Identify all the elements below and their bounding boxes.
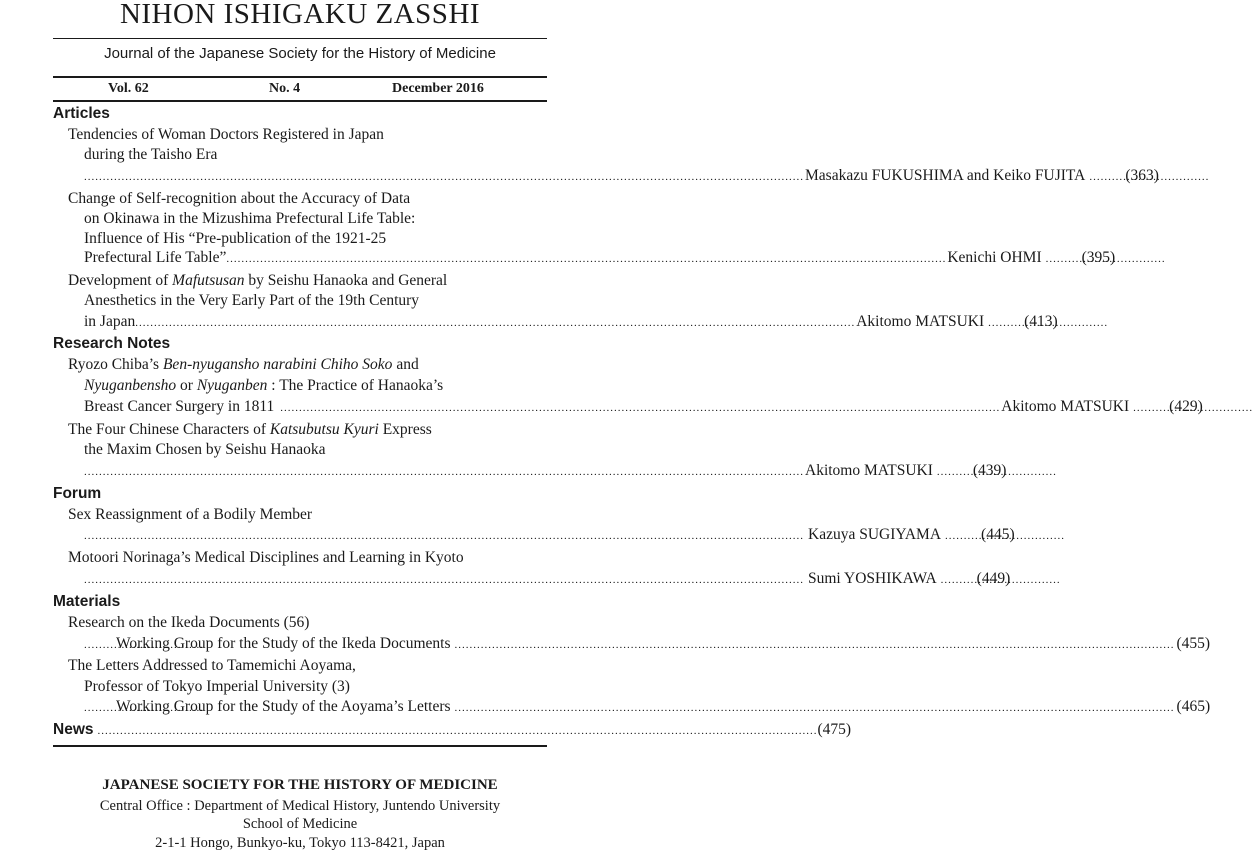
toc-entry-leader <box>84 697 1211 717</box>
entry-author: Akitomo MATSUKI <box>1001 398 1130 415</box>
entry-page-number: (445) <box>981 526 1015 543</box>
entry-title-tail: Breast Cancer Surgery in 1811 <box>84 398 275 415</box>
title-rule <box>53 38 547 39</box>
section-heading-news: News <box>53 721 94 738</box>
entry-page-number: (429) <box>1169 398 1203 415</box>
entry-page-number: (395) <box>1081 249 1116 266</box>
entry-author: Kenichi OHMI <box>947 249 1042 266</box>
entry-title-line: Motoori Norinaga’s Medical Disciplines and Learning in Kyoto <box>68 549 464 566</box>
toc-entry-leader <box>84 461 1007 481</box>
entry-title-line: Influence of His “Pre-publication of the 1921-25 <box>84 230 387 247</box>
dot-leader <box>84 634 112 655</box>
journal-subtitle: Journal of the Japanese Society for the History of Medicine <box>104 45 496 62</box>
dot-leader <box>280 397 1000 418</box>
news-entry <box>53 719 852 741</box>
entry-title-line: Nyuganbensho or Nyuganben : The Practice of Hanaoka’s <box>84 377 444 394</box>
entry-title-line: Sex Reassignment of a Bodily Member <box>68 506 313 523</box>
office-line: School of Medicine <box>242 816 358 832</box>
dot-leader <box>1089 166 1123 187</box>
toc-entry-leader <box>84 525 1015 545</box>
entry-title-line: on Okinawa in the Mizushima Prefectural Life Table: <box>84 210 416 227</box>
dot-leader <box>98 719 818 742</box>
dot-leader <box>941 569 975 590</box>
toc-entry-leader <box>84 569 1011 589</box>
entry-title-line: during the Taisho Era <box>84 146 218 163</box>
date-label: December 2016 <box>392 81 484 96</box>
toc-entry-leader <box>84 397 1203 417</box>
entry-author: Akitomo MATSUKI <box>805 462 933 479</box>
entry-author: Akitomo MATSUKI <box>856 313 985 330</box>
dot-leader <box>988 312 1022 333</box>
entry-title-line: The Four Chinese Characters of Katsubutsu Kyuri Express <box>68 421 432 438</box>
dot-leader <box>84 697 112 718</box>
section-heading-materials: Materials <box>53 593 121 610</box>
entry-title-line: Research on the Ikeda Documents (56) <box>68 614 310 631</box>
entry-author: Sumi YOSHIKAWA <box>808 570 937 587</box>
entry-title-line: Tendencies of Woman Doctors Registered in Japan <box>68 126 384 143</box>
entry-author: Kazuya SUGIYAMA <box>808 526 942 543</box>
entry-title-line: the Maxim Chosen by Seishu Hanaoka <box>84 441 326 458</box>
dot-leader <box>226 248 946 269</box>
entry-author: Masakazu FUKUSHIMA and Keiko FUJITA <box>805 167 1086 184</box>
toc-entry-leader <box>84 166 1159 186</box>
issue-top-rule <box>53 76 547 78</box>
entry-title-line: Anesthetics in the Very Early Part of the 19th Century <box>84 292 420 309</box>
dot-leader <box>1046 248 1080 269</box>
number-label: No. 4 <box>269 81 301 96</box>
entry-title-line: Development of Mafutsusan by Seishu Hanaoka and General <box>68 272 448 289</box>
section-heading-articles: Articles <box>53 105 110 122</box>
entry-page-number: (465) <box>1176 698 1211 715</box>
dot-leader <box>84 525 804 546</box>
entry-author: Working Group for the Study of the Ikeda Documents <box>116 635 451 652</box>
dot-leader <box>84 569 804 590</box>
dot-leader <box>84 166 804 187</box>
entry-title-line: Professor of Tokyo Imperial University (3) <box>84 678 350 695</box>
office-address: 2-1-1 Hongo, Bunkyo-ku, Tokyo 113-8421, Japan <box>155 835 445 851</box>
entry-title-line: Change of Self-recognition about the Accuracy of Data <box>68 190 411 207</box>
entry-page-number: (413) <box>1024 313 1058 330</box>
entry-title-tail: in Japan <box>84 313 136 330</box>
dot-leader <box>84 461 804 482</box>
entry-page-number: (475) <box>817 721 852 738</box>
dot-leader <box>1133 397 1167 418</box>
entry-title-line: Ryozo Chiba’s Ben-nyugansho narabini Chiho Soko and <box>68 356 419 373</box>
entry-page-number: (455) <box>1176 635 1211 652</box>
toc-entry-leader <box>84 634 1211 654</box>
entry-title-line: The Letters Addressed to Tamemichi Aoyama, <box>68 657 356 674</box>
entry-page-number: (439) <box>972 462 1007 479</box>
issue-info-bar <box>53 80 547 98</box>
entry-author: Working Group for the Study of the Aoyama’s Letters <box>116 698 451 715</box>
issue-bottom-rule <box>53 100 547 102</box>
dot-leader <box>945 525 979 546</box>
section-heading-research-notes: Research Notes <box>53 335 171 352</box>
dot-leader <box>455 697 1175 718</box>
dot-leader <box>135 312 855 333</box>
entry-page-number: (363) <box>1125 167 1159 184</box>
journal-title: NIHON ISHIGAKU ZASSHI <box>119 0 481 30</box>
entry-page-number: (449) <box>976 570 1011 587</box>
dot-leader <box>455 634 1175 655</box>
dot-leader <box>937 461 971 482</box>
contents-bottom-rule <box>53 745 547 747</box>
toc-entry-leader <box>84 248 1116 268</box>
section-heading-forum: Forum <box>53 485 102 502</box>
toc-entry-leader <box>84 312 1058 332</box>
society-name: JAPANESE SOCIETY FOR THE HISTORY OF MEDICINE <box>102 777 498 793</box>
entry-title-tail: Prefectural Life Table” <box>84 249 227 266</box>
volume-label: Vol. 62 <box>108 81 149 96</box>
office-line: Central Office : Department of Medical History, Juntendo University <box>99 798 501 814</box>
